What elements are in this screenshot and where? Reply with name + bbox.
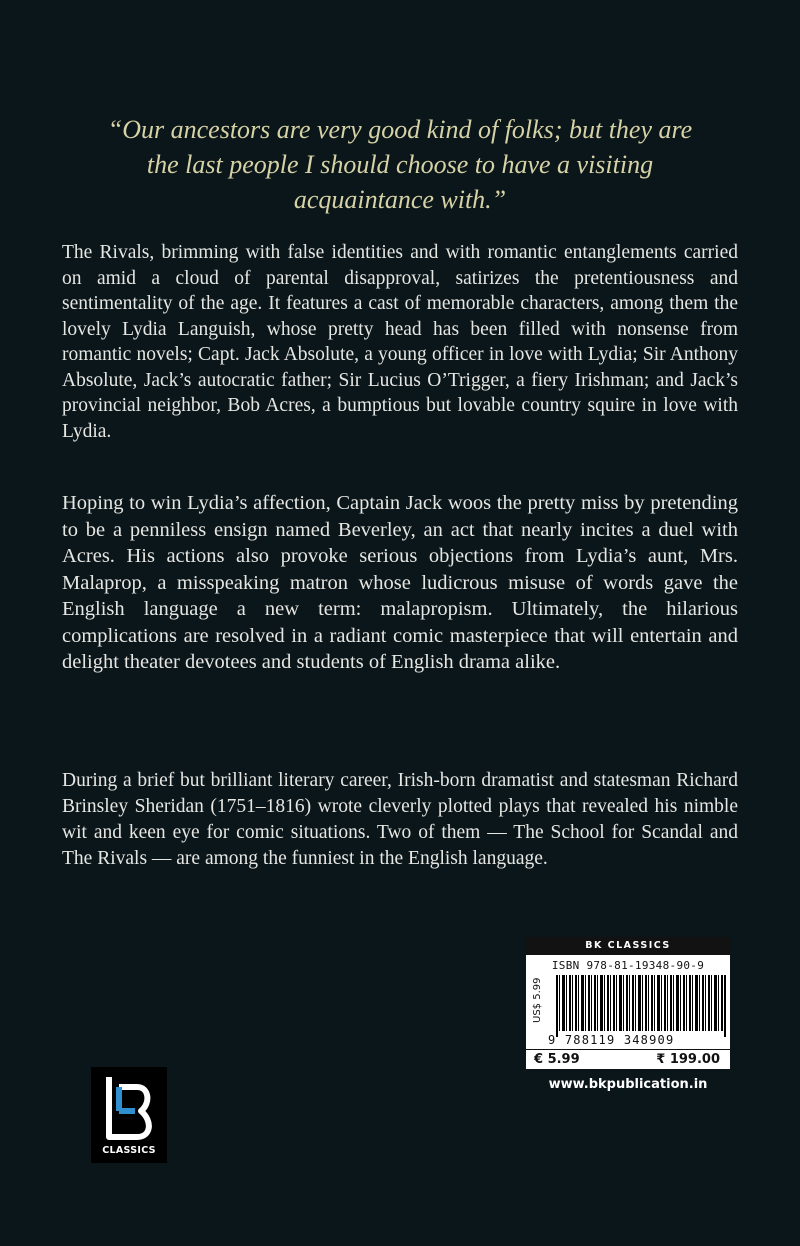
logo-text: CLASSICS: [102, 1145, 156, 1156]
isbn-text: ISBN 978-81-19348-90-9: [551, 959, 705, 972]
barcode-digits: 9 788119 348909: [548, 1033, 675, 1047]
bk-monogram-icon: [91, 1067, 167, 1147]
price-row: [526, 1049, 730, 1070]
website-url: www.bkpublication.in: [548, 1077, 708, 1092]
barcode-panel: [526, 937, 730, 1069]
eur-price: € 5.99: [534, 1052, 580, 1067]
barcode-bars: [556, 975, 726, 1031]
inr-price: ₹ 199.00: [656, 1052, 720, 1067]
bk-classics-logo: [91, 1067, 167, 1163]
synopsis-paragraph-1: The Rivals, brimming with false identities and with romantic entanglements carried on amid a cloud of parental disapproval, satirizes the pretentiousness and sentimentality of the age. It features a cast of memorable characters, among them the lovely Lydia Languish, whose pretty head has been filled with nonsense from romantic novels; Capt. Jack Absolute, a young officer in love with Lydia; Sir Anthony Absolute, Jack’s autocratic father; Sir Lucius O’Trigger, a fiery Irishman; and Jack’s provincial neighbor, Bob Acres, a bumptious but lovable country squire in love with Lydia.: [62, 242, 738, 442]
pull-quote: “Our ancestors are very good kind of folks; but they are the last people I should choose to have a visiting acquaintance with.”: [107, 115, 693, 214]
usd-price: US$ 5.99: [532, 977, 543, 1023]
author-paragraph: During a brief but brilliant literary career, Irish-born dramatist and statesman Richard Brinsley Sheridan (1751–1816) wrote cleverly plotted plays that revealed his nimble wit and keen eye for comic situations. Two of them — The School for Scandal and The Rivals — are among the funniest in the English language.: [62, 770, 738, 869]
synopsis-paragraph-2: Hoping to win Lydia’s affection, Captain Jack woos the pretty miss by pretending to be a penniless ensign named Beverley, an act that nearly incites a duel with Acres. His actions also provoke serious objections from Lydia’s aunt, Mrs. Malaprop, a misspeaking matron whose ludicrous misuse of words gave the English language a new term: malapropism. Ultimately, the hilarious complications are resolved in a radiant comic masterpiece that will entertain and delight theater devotees and students of English drama alike.: [62, 492, 738, 673]
barcode-guard-right: [724, 975, 726, 1037]
barcode-brand: BK CLASSICS: [526, 937, 730, 955]
